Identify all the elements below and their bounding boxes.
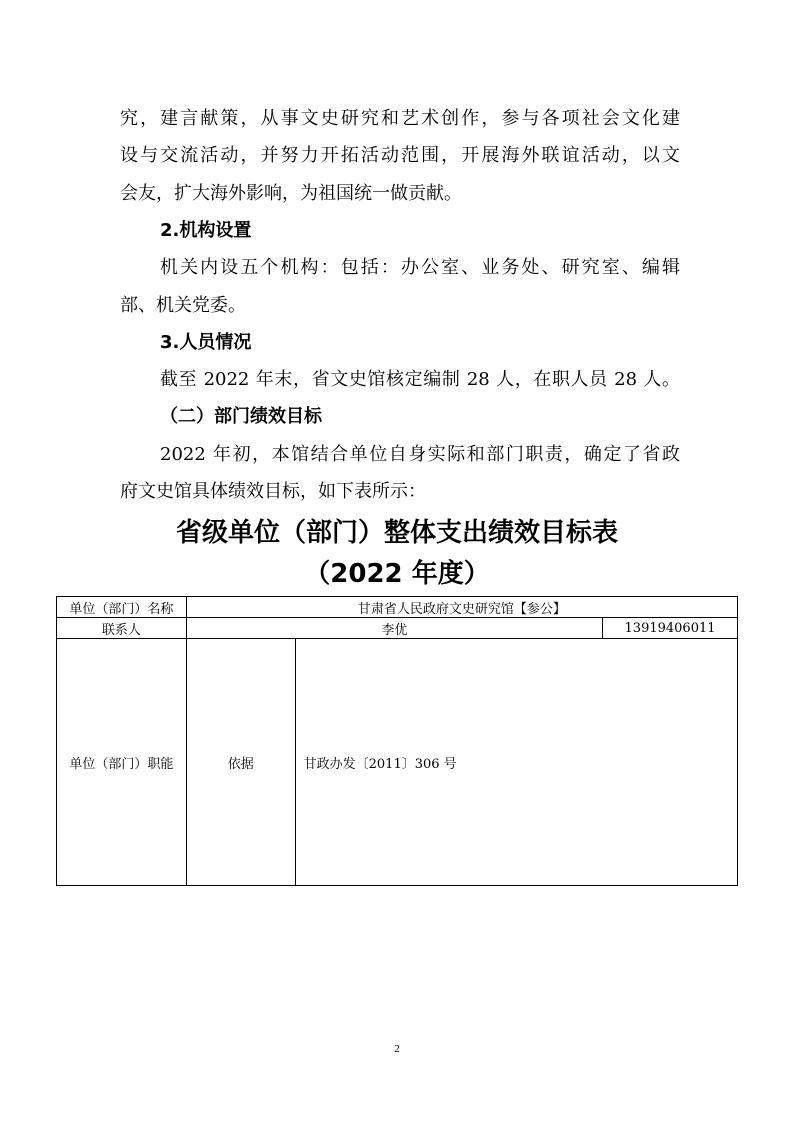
- page-number: 2: [394, 1043, 400, 1055]
- table-row: [57, 597, 738, 618]
- paragraph-line: 截至 2022 年末，省文史馆核定编制 28 人，在职人员 28 人。: [160, 369, 680, 390]
- table-row: [57, 639, 738, 886]
- paragraph-line: 究，建言献策，从事文史研究和艺术创作，参与各项社会文化建: [120, 108, 680, 129]
- paragraph-line: 府文史馆具体绩效目标，如下表所示：: [120, 481, 426, 502]
- paragraph-line: 设与交流活动，并努力开拓活动范围，开展海外联谊活动，以文: [120, 145, 680, 166]
- contact-label: 联系人: [57, 618, 187, 639]
- paragraph-line: 部、机关党委。: [120, 295, 246, 316]
- section-heading: 2.机构设置: [160, 220, 252, 241]
- paragraph-line: 2022 年初，本馆结合单位自身实际和部门职责，确定了省政: [160, 444, 680, 465]
- basis-label: 依据: [186, 639, 295, 886]
- table-row: [57, 618, 738, 639]
- contact-name: 李优: [186, 618, 602, 639]
- paragraph-line: 机关内设五个机构：包括：办公室、业务处、研究室、编辑: [160, 257, 680, 278]
- section-heading: （二）部门绩效目标: [160, 406, 322, 427]
- table-subtitle: （2022 年度）: [304, 559, 490, 589]
- performance-table: [56, 596, 738, 886]
- unit-name-value: 甘肃省人民政府文史研究馆【参公】: [186, 597, 737, 618]
- table-title: 省级单位（部门）整体支出绩效目标表: [175, 518, 618, 548]
- duty-label: 单位（部门）职能: [57, 639, 187, 886]
- contact-phone: 13919406011: [603, 618, 738, 639]
- basis-value: 甘政办发〔2011〕306 号: [295, 639, 737, 886]
- paragraph-line: 会友，扩大海外影响，为祖国统一做贡献。: [120, 183, 462, 204]
- unit-name-label: 单位（部门）名称: [57, 597, 187, 618]
- section-heading: 3.人员情况: [160, 332, 252, 353]
